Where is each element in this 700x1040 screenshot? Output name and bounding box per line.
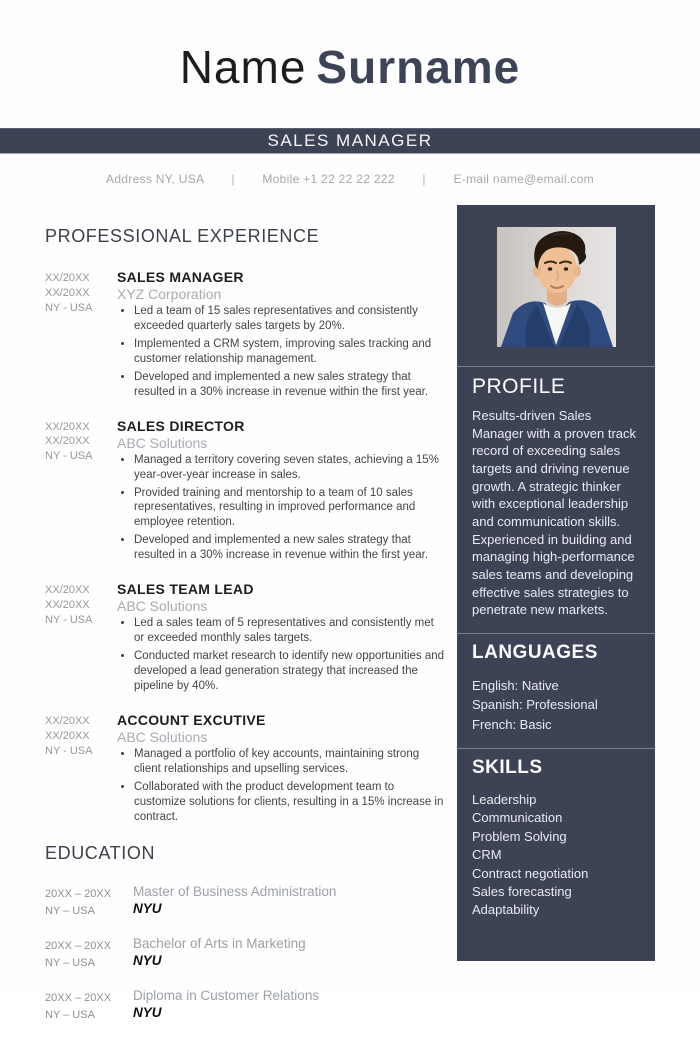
- job-location: NY - USA: [45, 744, 93, 757]
- education-location: NY – USA: [45, 904, 95, 917]
- job-bullet: • Implemented a CRM system, improving sales tracking and customer relationship management.: [134, 337, 447, 367]
- experience-entry: [45, 712, 447, 828]
- education-date-line: 20XX – 20XX: [45, 991, 112, 1004]
- job-bullet: • Provided training and mentorship to a team of 10 sales representatives, resulting in improved performance and employee retention.: [134, 486, 447, 531]
- profile-text: Results-driven Sales Manager with a proven track record of exceeding sales targets and driving revenue growth. A strategic thinker with exceptional leadership and communication skills. Experienced in building and managing high-performance sales teams and developing effective sales strategies to penetrate new markets.: [472, 408, 637, 618]
- skill-item: Leadership: [472, 791, 537, 807]
- languages-heading: LANGUAGES: [472, 642, 598, 664]
- job-dates: [45, 581, 113, 697]
- job-title: SALES TEAM LEAD: [117, 581, 254, 598]
- degree-title: Master of Business Administration: [133, 883, 337, 899]
- job-details: [113, 269, 447, 403]
- language-item: Spanish: Professional: [472, 697, 598, 713]
- education-details: [133, 988, 447, 1024]
- profile-heading: PROFILE: [472, 375, 566, 398]
- job-date-line: XX/20XX: [45, 599, 90, 612]
- skill-item: CRM: [472, 847, 502, 863]
- contact-separator: |: [422, 172, 426, 186]
- job-location: NY - USA: [45, 450, 93, 463]
- job-date-line: XX/20XX: [45, 584, 90, 597]
- job-bullet-list: [117, 616, 447, 694]
- education-date-line: 20XX – 20XX: [45, 939, 112, 952]
- job-bullet: • Led a team of 15 sales representatives and consistently exceeded quarterly sales targets by 20%.: [134, 304, 447, 334]
- degree-title: Diploma in Customer Relations: [133, 987, 320, 1003]
- skill-item: Problem Solving: [472, 828, 567, 844]
- job-company: XYZ Corporation: [117, 286, 222, 302]
- job-date-line: XX/20XX: [45, 272, 90, 284]
- job-date-line: XX/20XX: [45, 714, 90, 727]
- languages-list: [472, 676, 640, 734]
- education-heading: EDUCATION: [45, 842, 156, 863]
- portrait-illustration: [497, 227, 616, 347]
- skills-section: [457, 749, 655, 920]
- job-bullet: • Conducted market research to identify new opportunities and developed a lead generation strategy that increased the pipeline by 40%.: [134, 649, 447, 694]
- job-location: NY - USA: [45, 613, 93, 626]
- first-name: Name: [179, 41, 307, 93]
- languages-section: [457, 634, 655, 734]
- education-details: [133, 936, 447, 972]
- main-column: [45, 226, 447, 1040]
- job-details: [113, 581, 447, 697]
- contact-address: Address NY, USA: [106, 172, 204, 186]
- education-dates: [45, 988, 133, 1024]
- job-company: ABC Solutions: [117, 728, 208, 745]
- skills-heading: SKILLS: [472, 756, 543, 778]
- education-location: NY – USA: [45, 956, 95, 969]
- job-details: [113, 712, 447, 828]
- sidebar: [457, 205, 655, 961]
- job-bullet-list: [117, 304, 447, 400]
- job-dates: [45, 269, 113, 403]
- skill-item: Adaptability: [472, 902, 540, 918]
- education-entry: [45, 936, 447, 972]
- job-dates: [45, 712, 113, 828]
- school-name: NYU: [133, 900, 162, 916]
- job-bullet-list: [117, 453, 447, 564]
- school-name: NYU: [133, 1004, 162, 1020]
- profile-photo: [457, 205, 655, 352]
- skill-item: Sales forecasting: [472, 884, 572, 900]
- job-bullet: • Developed and implemented a new sales strategy that resulted in a 30% increase in revenue within the first year.: [134, 370, 447, 400]
- job-dates: [45, 418, 113, 567]
- job-location: NY - USA: [45, 301, 93, 314]
- job-date-line: XX/20XX: [45, 286, 90, 299]
- profile-section: [457, 367, 655, 619]
- job-bullet: • Collaborated with the product development team to customize solutions for clients, resulting in a 15% increase in contract.: [134, 780, 447, 825]
- experience-entry: [45, 418, 447, 567]
- job-bullet: • Led a sales team of 5 representatives and consistently met or exceeded monthly sales targets.: [134, 616, 447, 646]
- job-title-text: SALES MANAGER: [267, 131, 433, 150]
- candidate-name: [0, 40, 700, 94]
- job-date-line: XX/20XX: [45, 435, 90, 448]
- job-bullet: • Managed a territory covering seven states, achieving a 15% year-over-year increase in sales.: [134, 453, 447, 483]
- job-company: ABC Solutions: [117, 598, 208, 615]
- education-date-line: 20XX – 20XX: [45, 887, 112, 900]
- job-title-banner: [0, 128, 700, 154]
- education-location: NY – USA: [45, 1008, 95, 1021]
- language-item: English: Native: [472, 678, 559, 694]
- experience-entry: [45, 581, 447, 697]
- job-date-line: XX/20XX: [45, 420, 90, 433]
- school-name: NYU: [133, 952, 162, 968]
- degree-title: Bachelor of Arts in Marketing: [133, 935, 306, 951]
- skills-list: [472, 791, 640, 920]
- education-dates: [45, 884, 133, 920]
- skill-item: Communication: [472, 810, 563, 826]
- education-dates: [45, 936, 133, 972]
- experience-entry: [45, 269, 447, 403]
- language-item: French: Basic: [472, 716, 552, 732]
- job-bullet: • Developed and implemented a new sales strategy that resulted in a 30% increase in revenue within the first year.: [134, 533, 447, 563]
- job-title: SALES DIRECTOR: [117, 417, 245, 434]
- education-entry: [45, 884, 447, 920]
- job-title: SALES MANAGER: [117, 269, 244, 285]
- contact-mobile: Mobile +1 22 22 22 222: [262, 172, 395, 186]
- job-title: ACCOUNT EXCUTIVE: [117, 711, 266, 728]
- job-details: [113, 418, 447, 567]
- contact-row: [0, 172, 700, 186]
- skill-item: Contract negotiation: [472, 865, 589, 881]
- education-entry: [45, 988, 447, 1024]
- job-bullet: • Managed a portfolio of key accounts, maintaining strong client relationships and upselling services.: [134, 747, 447, 777]
- experience-heading: PROFESSIONAL EXPERIENCE: [45, 226, 320, 246]
- contact-separator: |: [231, 172, 235, 186]
- education-details: [133, 884, 447, 920]
- contact-email: E-mail name@email.com: [453, 172, 594, 186]
- job-company: ABC Solutions: [117, 434, 208, 451]
- last-name: Surname: [316, 41, 521, 93]
- job-bullet-list: [117, 747, 447, 825]
- job-date-line: XX/20XX: [45, 729, 90, 742]
